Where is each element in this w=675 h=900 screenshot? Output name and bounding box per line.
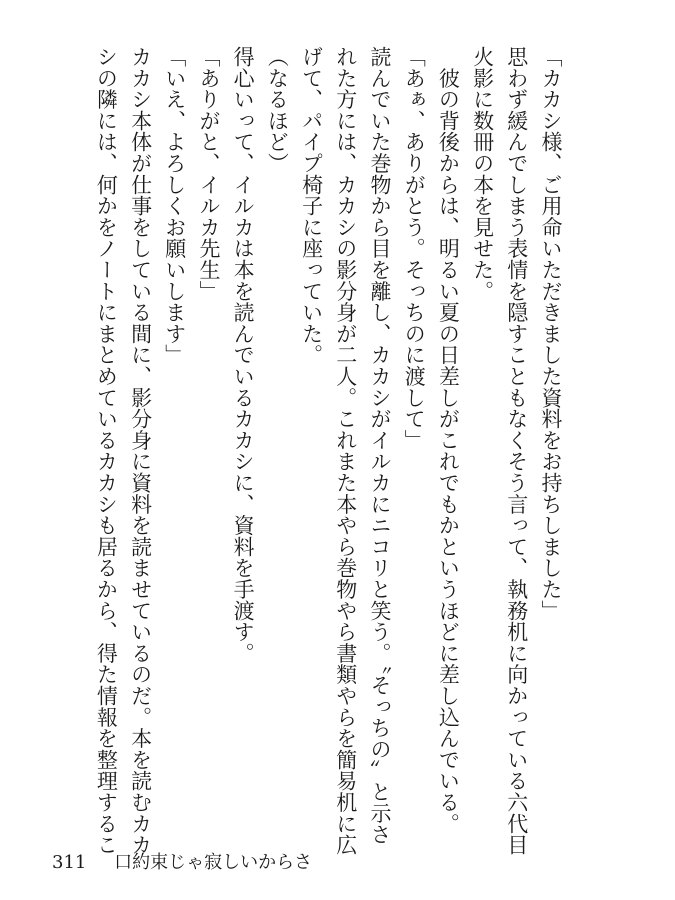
text-line: 読んでいた巻物から目を離し、カカシがイルカにニコリと笑う。〝そっちの〟と示さ <box>367 46 392 845</box>
vertical-text-block <box>56 46 568 856</box>
running-title: 口約束じゃ寂しいからさ <box>114 852 313 873</box>
text-line: カカシ本体が仕事をしている間に、影分身に資料を読ませているのだ。本を読むカカ <box>128 46 153 856</box>
text-line: （なるほど） <box>265 46 290 174</box>
text-line: 火影に数冊の本を見せた。 <box>470 46 495 302</box>
text-line: れた方には、カカシの影分身が二人。これまた本やら巻物やら書類やらを簡易机に広 <box>333 46 358 856</box>
text-line: 「あぁ、ありがとう。そっちのに渡して」 <box>402 46 427 451</box>
text-line: 「いえ、よろしくお願いします」 <box>162 46 187 366</box>
text-line: げて、パイプ椅子に座っていた。 <box>299 46 324 366</box>
text-line: シの隣には、何かをノートにまとめているカカシも居るから、得た情報を整理するこ <box>94 46 119 856</box>
text-line: 彼の背後からは、明るい夏の日差しがこれでもかというほどに差し込んでいる。 <box>436 46 461 835</box>
text-line: 得心いって、イルカは本を読んでいるカカシに、資料を手渡す。 <box>231 46 256 664</box>
page-footer <box>52 848 312 874</box>
text-line: 「カカシ様、ご用命いただきました資料をお持ちしました」 <box>539 46 563 622</box>
page-number: 311 <box>52 852 87 873</box>
text-line: 「ありがと、イルカ先生」 <box>196 46 221 302</box>
text-line: 思わず緩んでしまう表情を隠すこともなくそう言って、執務机に向かっている六代目 <box>504 46 529 856</box>
